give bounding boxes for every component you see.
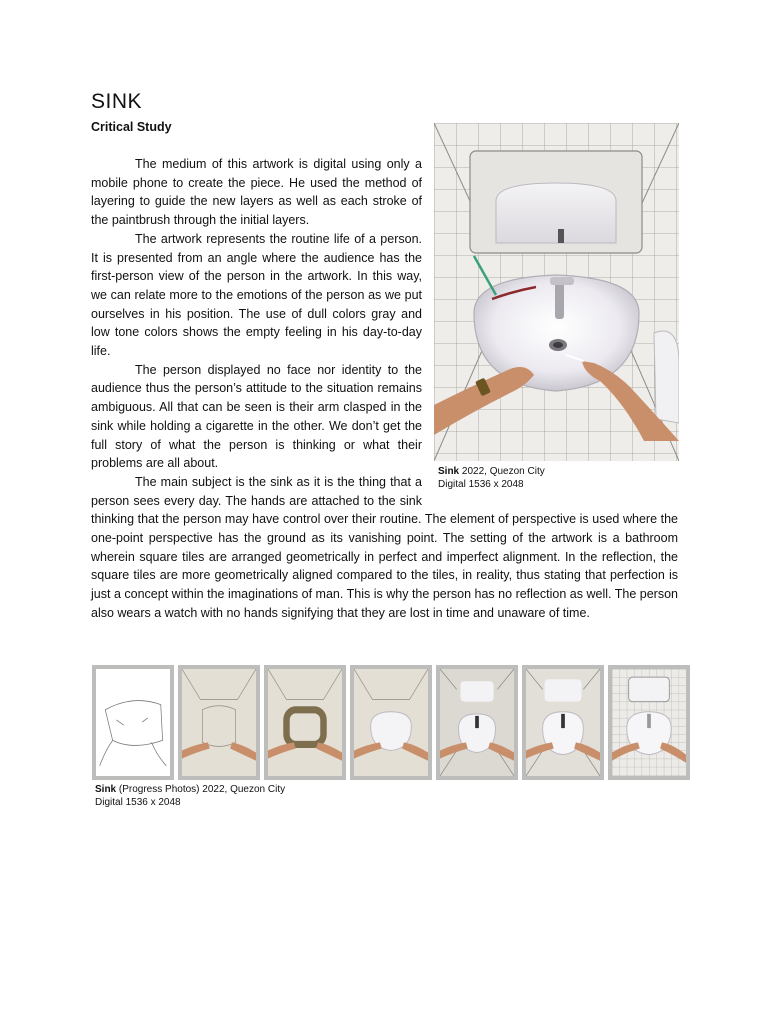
main-figure [434,123,679,490]
paragraph-1: The medium of this artwork is digital using only a mobile phone to create the piece. He used the method of layering to guide the new layers as well as each stroke of the paintbrush through the initial layers. [91,157,422,228]
progress-thumb-6 [522,665,604,780]
progress-caption-title: Sink [95,784,117,795]
sink-artwork-image [434,123,679,461]
progress-thumb-1 [92,665,174,780]
page-subtitle: Critical Study [91,120,172,134]
paragraph-4: The main subject is the sink as it is the thing that a person sees every day. The hands are attached to the sink thinking that the person may have control over their routine. The element of perspective is used where the one-point perspective has the ground as its vanishing point. The setting of the artwork is a bathroom wherein square tiles are arranged geometrically in perfect and imperfect alignment. In the reflection, the square tiles are more geometrically aligned compared to the tiles, in reality, thus stating that perfection is just a concept within the imaginations of man. This is why the person has no reflection as well. The person also wears a watch with no hands signifying that they are lost in time and unaware of time. [91,474,678,620]
progress-photos-strip [92,665,690,780]
progress-thumb-7 [608,665,690,780]
progress-thumb-2 [178,665,260,780]
progress-caption-details: (Progress Photos) 2022, Quezon City [116,784,286,795]
main-figure-caption [438,465,679,491]
main-caption-details: 2022, Quezon City [459,466,545,477]
page-title: SINK [91,90,143,113]
main-caption-title: Sink [438,466,460,477]
body-text [91,155,678,623]
paragraph-2: The artwork represents the routine life of a person. It is presented from an angle where the audience has the first-person view of the person in the artwork. In this way, we can relate more to the emotions of the person as we put ourselves in his position. The use of dull colors gray and low tone colors shows the empty feeling in his day-to-day life. [91,231,422,359]
progress-caption-medium: Digital 1536 x 2048 [95,797,181,808]
main-caption-medium: Digital 1536 x 2048 [438,479,524,490]
progress-thumb-5 [436,665,518,780]
progress-thumb-3 [264,665,346,780]
paragraph-3: The person displayed no face nor identity to the audience thus the person’s attitude to the situation remains ambiguous. All that can be seen is their arm clasped in the sink while holding a cigarette in the other. We don’t get the full story of what the person is thinking or what their problems are all about. [91,362,422,471]
progress-thumb-4 [350,665,432,780]
progress-figure-caption [95,783,285,809]
